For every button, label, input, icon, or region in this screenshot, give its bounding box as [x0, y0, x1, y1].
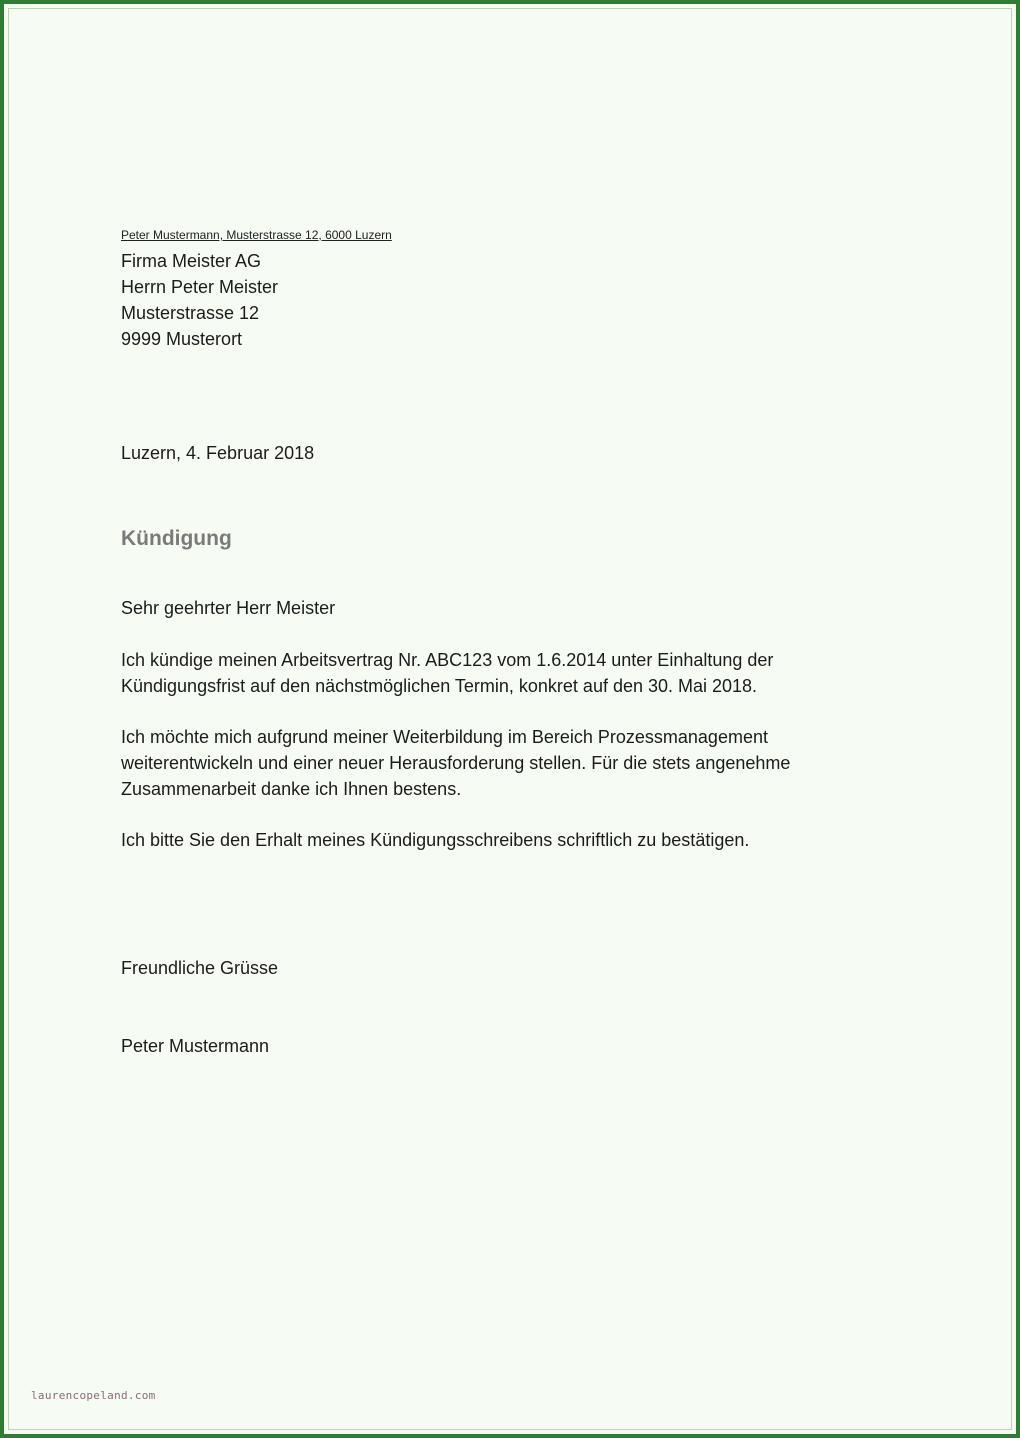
letter-signature: Peter Mustermann	[121, 1036, 270, 1056]
letter-greeting: Sehr geehrter Herr Meister	[121, 598, 336, 618]
recipient-street: Musterstrasse 12	[121, 303, 260, 323]
paragraph-line: Ich möchte mich aufgrund meiner Weiterbildung im Bereich Prozessmanagement	[121, 727, 768, 747]
paragraph-2	[121, 724, 790, 802]
letter-closing: Freundliche Grüsse	[121, 958, 279, 978]
letter-subject: Kündigung	[121, 527, 232, 550]
paragraph-line: Ich bitte Sie den Erhalt meines Kündigungsschreibens schriftlich zu bestätigen.	[121, 830, 750, 850]
paragraph-line: weiterentwickeln und einer neuer Herausforderung stellen. Für die stets angenehme	[121, 753, 791, 773]
paragraph-3	[121, 827, 749, 853]
recipient-company: Firma Meister AG	[121, 251, 262, 271]
recipient-city: 9999 Musterort	[121, 329, 243, 349]
letter-date: Luzern, 4. Februar 2018	[121, 443, 315, 463]
recipient-name: Herrn Peter Meister	[121, 277, 279, 297]
recipient-address	[121, 248, 278, 352]
paragraph-line: Ich kündige meinen Arbeitsvertrag Nr. ABC123 vom 1.6.2014 unter Einhaltung der	[121, 650, 774, 670]
sender-address-line: Peter Mustermann, Musterstrasse 12, 6000 Luzern	[121, 228, 392, 242]
paragraph-line: Zusammenarbeit danke ich Ihnen bestens.	[121, 779, 462, 799]
paragraph-1	[121, 647, 773, 699]
letter-page	[8, 8, 1012, 1430]
watermark: laurencopeland.com	[31, 1389, 156, 1402]
paragraph-line: Kündigungsfrist auf den nächstmöglichen Termin, konkret auf den 30. Mai 2018.	[121, 676, 758, 696]
